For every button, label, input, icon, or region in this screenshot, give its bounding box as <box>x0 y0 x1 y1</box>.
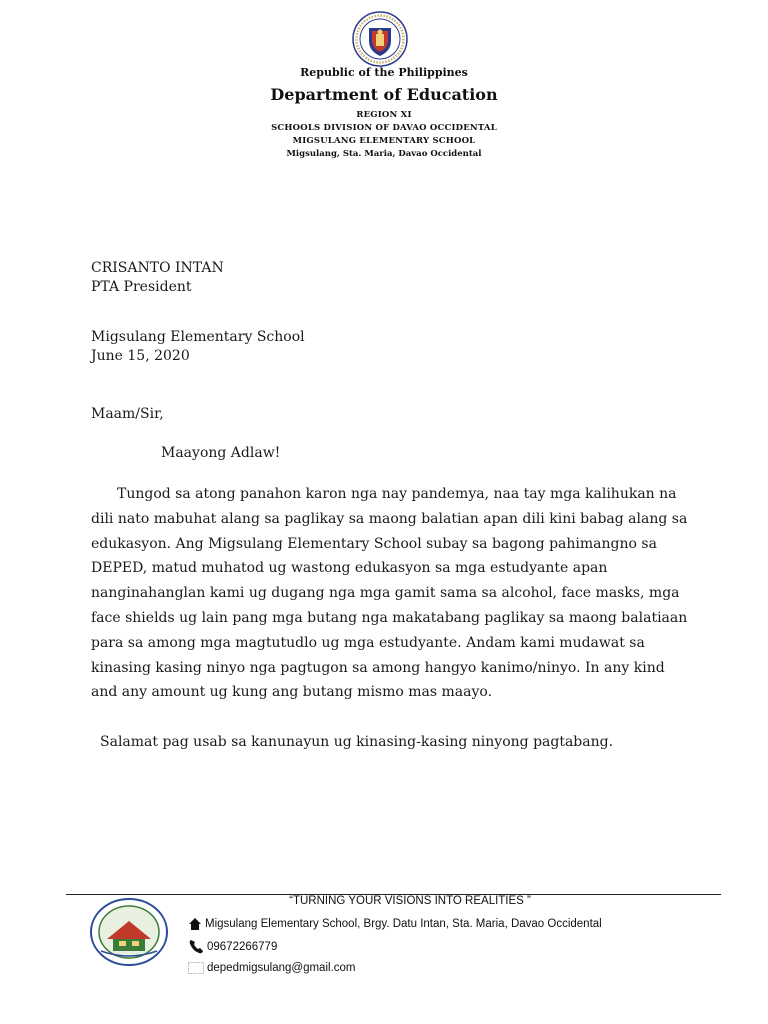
deped-seal-icon <box>352 11 408 67</box>
footer-address-text: Migsulang Elementary School, Brgy. Datu Intan, Sta. Maria, Davao Occidental <box>205 918 602 930</box>
footer-phone-text: 09672266779 <box>207 941 278 953</box>
letter-paragraph: Tungod sa atong panahon karon nga nay pandemya, naa tay mga kalihukan na dili nato mabuhat alang sa paglikay sa maong balatian apan dili kini babag alang sa edukasyon. Ang Migsulang Elementary School subay sa bagong pahimangno sa DEPED, matud muhatod ug wastong edukasyon sa mga estudyante apan nanginahanglan kami ug dugang nga mga gamit sama sa alcohol, face masks, mga face shields ug lain pang mga butang nga makatabang paglikay sa maong balatiaan para sa among mga magtutudlo ug mga estudyante. Andam kami mudawat sa kinasing kasing ninyo nga pagtugon sa among hangyo kanimo/ninyo. In any kind and any amount ug kung ang butang mismo mas maayo. <box>91 486 688 701</box>
header-republic: Republic of the Philippines <box>300 66 468 79</box>
header-region: REGION XI <box>356 110 412 120</box>
recipient-name: CRISANTO INTAN <box>91 260 224 276</box>
school-logo-icon <box>89 897 169 967</box>
header-division: SCHOOLS DIVISION OF DAVAO OCCIDENTAL <box>271 123 497 133</box>
greeting: Maayong Adlaw! <box>161 445 281 461</box>
footer-address <box>188 917 602 931</box>
letter-date: June 15, 2020 <box>91 348 190 364</box>
recipient-title: PTA President <box>91 279 192 295</box>
house-icon <box>188 917 202 931</box>
footer-motto: “TURNING YOUR VISIONS INTO REALITIES ” <box>289 895 531 907</box>
header-department: Department of Education <box>270 85 498 104</box>
email-icon <box>188 962 204 974</box>
salutation: Maam/Sir, <box>91 406 164 422</box>
footer-email-text: depedmigsulang@gmail.com <box>207 962 356 974</box>
header-address: Migsulang, Sta. Maria, Davao Occidental <box>286 149 482 159</box>
phone-icon <box>188 939 204 955</box>
header-school: MIGSULANG ELEMENTARY SCHOOL <box>292 136 476 146</box>
closing-line: Salamat pag usab sa kanunayun ug kinasing-kasing ninyong pagtabang. <box>100 734 614 750</box>
letter-school: Migsulang Elementary School <box>91 329 305 345</box>
footer-email <box>188 962 355 974</box>
footer-phone <box>188 939 277 955</box>
